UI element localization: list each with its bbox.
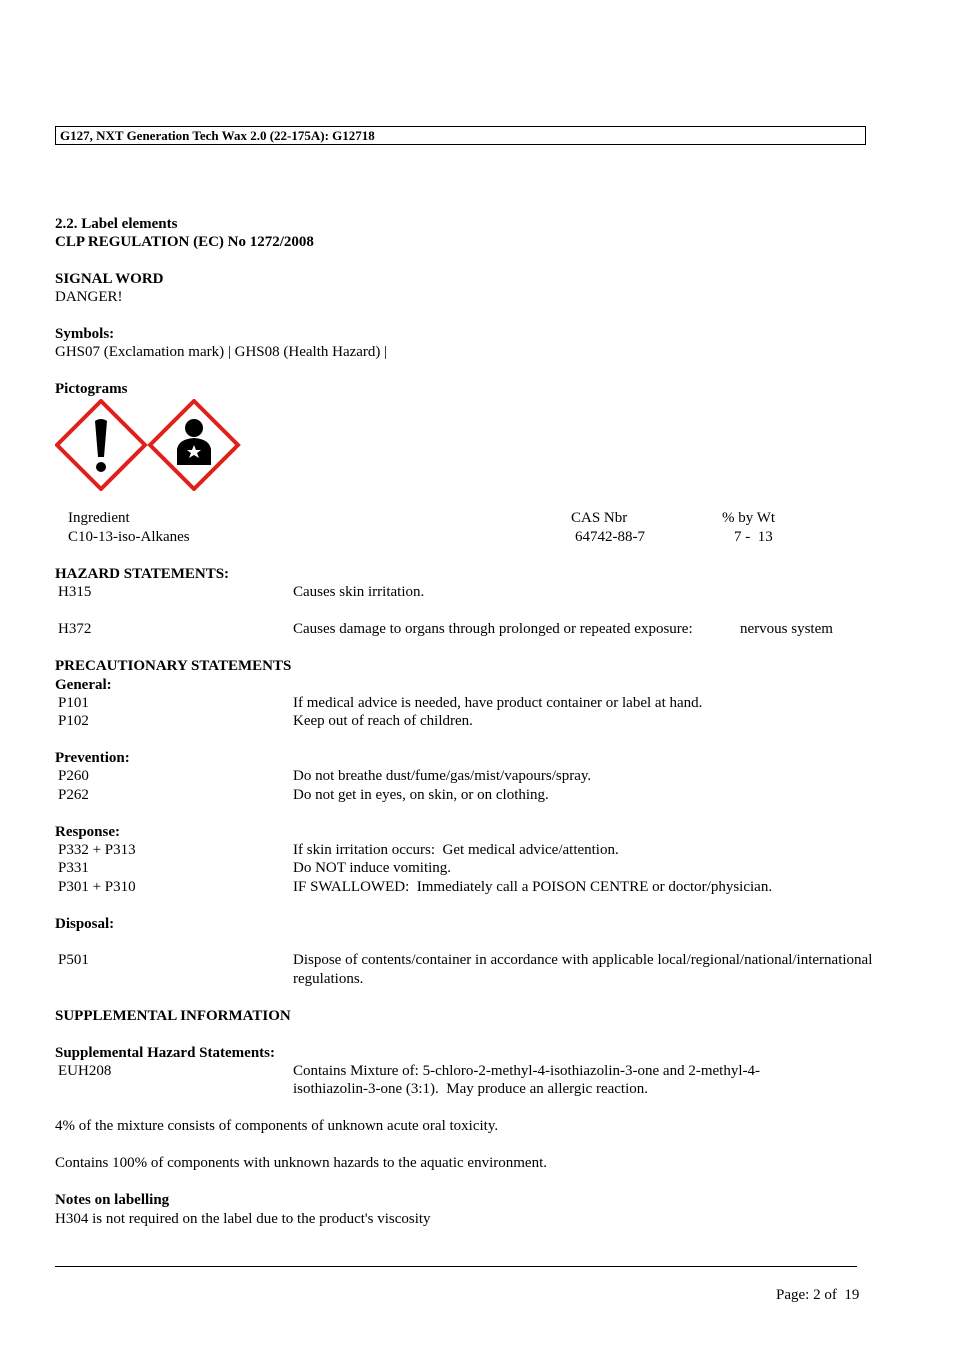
aquatic-hazard-note: Contains 100% of components with unknown hazards to the aquatic environment. bbox=[55, 1155, 547, 1171]
oral-toxicity-note: 4% of the mixture consists of components of unknown acute oral toxicity. bbox=[55, 1118, 499, 1134]
supplemental-information-label: SUPPLEMENTAL INFORMATION bbox=[55, 1008, 291, 1024]
hazard-target-organ: nervous system bbox=[740, 621, 833, 637]
precaution-text: Dispose of contents/container in accordance with applicable local/regional/national/international bbox=[293, 952, 873, 968]
precaution-code: P301 + P310 bbox=[58, 879, 136, 895]
pictograms-graphic bbox=[55, 399, 241, 491]
page-number: Page: 2 of 19 bbox=[776, 1287, 860, 1303]
cas-header: CAS Nbr bbox=[571, 510, 628, 526]
precaution-text: Keep out of reach of children. bbox=[293, 713, 473, 729]
supplemental-hazard-label: Supplemental Hazard Statements: bbox=[55, 1045, 275, 1061]
weight-header: % by Wt bbox=[722, 510, 776, 526]
precaution-text: Do not breathe dust/fume/gas/mist/vapours/spray. bbox=[293, 768, 592, 784]
prevention-label: Prevention: bbox=[55, 750, 130, 766]
exclamation-mark-pictogram-icon bbox=[57, 401, 145, 489]
precaution-code: P262 bbox=[58, 787, 89, 803]
ingredient-cas: 64742-88-7 bbox=[575, 529, 645, 545]
signal-word-label: SIGNAL WORD bbox=[55, 271, 164, 287]
precaution-code: P501 bbox=[58, 952, 89, 968]
labelling-notes-label: Notes on labelling bbox=[55, 1192, 170, 1208]
pictograms-row bbox=[55, 399, 241, 491]
precaution-text: IF SWALLOWED: Immediately call a POISON CENTRE or doctor/physician. bbox=[293, 879, 773, 895]
precaution-text: Do NOT induce vomiting. bbox=[293, 860, 452, 876]
symbols-value: GHS07 (Exclamation mark) | GHS08 (Health Hazard) | bbox=[55, 344, 388, 360]
precautionary-statements-label: PRECAUTIONARY STATEMENTS bbox=[55, 658, 292, 674]
hazard-code: H372 bbox=[58, 621, 92, 637]
symbols-label: Symbols: bbox=[55, 326, 115, 342]
supplemental-code: EUH208 bbox=[58, 1063, 112, 1079]
hazard-statements-label: HAZARD STATEMENTS: bbox=[55, 566, 230, 582]
supplemental-text-continued: isothiazolin-3-one (3:1). May produce an allergic reaction. bbox=[293, 1081, 649, 1097]
product-title: G127, NXT Generation Tech Wax 2.0 (22-175A): G12718 bbox=[60, 128, 375, 143]
precaution-code: P101 bbox=[58, 695, 89, 711]
pictograms-label: Pictograms bbox=[55, 381, 128, 397]
footer-divider bbox=[55, 1266, 857, 1267]
product-header bbox=[55, 126, 866, 145]
regulation-heading: CLP REGULATION (EC) No 1272/2008 bbox=[55, 234, 314, 250]
section-heading: 2.2. Label elements bbox=[55, 216, 178, 232]
ingredient-name: C10-13-iso-Alkanes bbox=[68, 529, 190, 545]
supplemental-text: Contains Mixture of: 5-chloro-2-methyl-4-isothiazolin-3-one and 2-methyl-4- bbox=[293, 1063, 760, 1079]
labelling-notes-text: H304 is not required on the label due to the product's viscosity bbox=[55, 1211, 431, 1227]
precaution-text: If medical advice is needed, have product container or label at hand. bbox=[293, 695, 703, 711]
disposal-label: Disposal: bbox=[55, 916, 115, 932]
signal-word-value: DANGER! bbox=[55, 289, 123, 305]
ingredient-header: Ingredient bbox=[68, 510, 130, 526]
precaution-code: P331 bbox=[58, 860, 89, 876]
precaution-code: P260 bbox=[58, 768, 89, 784]
precaution-code: P102 bbox=[58, 713, 89, 729]
hazard-text: Causes damage to organs through prolonged or repeated exposure: bbox=[293, 621, 693, 637]
hazard-code: H315 bbox=[58, 584, 92, 600]
response-label: Response: bbox=[55, 824, 121, 840]
precaution-text: Do not get in eyes, on skin, or on clothing. bbox=[293, 787, 549, 803]
precaution-code: P332 + P313 bbox=[58, 842, 136, 858]
precaution-text: If skin irritation occurs: Get medical advice/attention. bbox=[293, 842, 619, 858]
precaution-text-continued: regulations. bbox=[293, 971, 364, 987]
health-hazard-pictogram-icon bbox=[150, 401, 238, 489]
general-label: General: bbox=[55, 677, 112, 693]
ingredient-weight: 7 - 13 bbox=[734, 529, 773, 545]
hazard-text: Causes skin irritation. bbox=[293, 584, 425, 600]
